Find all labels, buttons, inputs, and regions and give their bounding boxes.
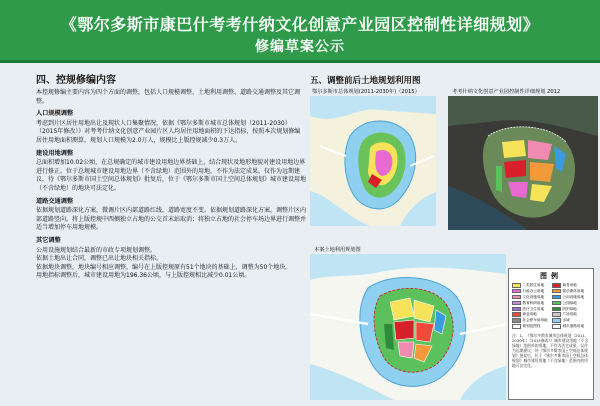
legend-item bbox=[512, 289, 550, 294]
other-line-2: 依据土地出让合同，调整已出让地块相关指标。 bbox=[36, 255, 163, 263]
legend-label: 公用设施用地 bbox=[562, 294, 585, 299]
legend-item bbox=[552, 318, 590, 323]
legend-label: 社会停车场用地 bbox=[522, 318, 548, 323]
page-title: 《鄂尔多斯市康巴什考考什纳文化创意产业园区控制性详细规划》 bbox=[60, 15, 540, 34]
legend-item bbox=[552, 289, 590, 294]
block-title-other: 其它调整 bbox=[36, 236, 61, 244]
legend-item bbox=[512, 295, 550, 300]
current-landuse-map-svg bbox=[310, 254, 506, 400]
legend-label: 规划范围线 bbox=[522, 324, 541, 329]
legend-item bbox=[512, 301, 550, 306]
left-text-column bbox=[36, 74, 306, 394]
map2-caption: 考考什纳文化创意产业园控制性详细规划 2012 bbox=[452, 89, 561, 95]
legend-note: 注：1、《鄂尔多斯市城市总体规划（2011-2030年）（2015修改）》城市建设用地（不含绿地）范围外的用地，不作为法定成果，仅作为远期建议；待《鄂尔多斯市国土空间总体规划》批复后，位于《鄂尔多斯市国土空间总体规划》城市建设用地（不含绿地）范围内的用地可法定化。 bbox=[512, 332, 589, 368]
previous-plan-map bbox=[448, 96, 598, 230]
legend-label: 城市道路用地 bbox=[562, 324, 585, 329]
legend-item bbox=[552, 307, 590, 312]
legend-label: 医疗卫生用地 bbox=[522, 306, 545, 311]
legend-swatch bbox=[512, 301, 521, 306]
map-legend bbox=[508, 268, 594, 400]
legend-grid bbox=[512, 283, 590, 329]
legend-item bbox=[552, 295, 590, 300]
legend-swatch bbox=[512, 324, 521, 329]
legend-swatch bbox=[512, 283, 521, 288]
legend-item bbox=[512, 324, 550, 329]
legend-label: 广场用地 bbox=[562, 312, 577, 317]
legend-item bbox=[552, 324, 590, 329]
legend-swatch bbox=[512, 318, 521, 323]
page-subtitle: 修编草案公示 bbox=[255, 39, 345, 55]
legend-label: 教育科研用地 bbox=[522, 300, 545, 305]
legend-swatch bbox=[552, 307, 561, 312]
block-text-population: 考虑到片区居住用地出让及现状人口集聚情况，依据《鄂尔多斯市城市总体规划（2011-2030）（2015年修改）》对考考什纳文化创意产业园片区人均居住用地面积的下达指标，按照本次规划修编居住用地面积测算，规划人口规模为2.0万人，规模比上版控规减少0.3万人。 bbox=[36, 119, 301, 144]
legend-swatch bbox=[552, 301, 561, 306]
block-text-landuse: 总面积增加10.02公顷，在总规确定的城市建设用地边界基础上，结合现状及地形地貌对建设用地边界进行修正。位于总规城市建设用地边界（不含绿地）范围外的用地，不作为法定成果，仅作为远期建议，待《鄂尔多斯市国土空间总体规划》批复后，位于《鄂尔多斯市国土空间总体规划》城市建设用地（不含绿地）的地块可法定化。 bbox=[36, 159, 307, 192]
legend-label: 防护绿地 bbox=[562, 306, 577, 311]
other-line-3: 依据地块调整，地块编号相应调整，编号在上版控规原有51个地块的基础上，调整为50个地块。 bbox=[36, 263, 292, 271]
legend-item bbox=[512, 318, 550, 323]
legend-label: 公园绿地 bbox=[562, 300, 577, 305]
legend-label: 水域 bbox=[562, 318, 570, 323]
master-plan-map-svg bbox=[310, 96, 436, 226]
legend-item bbox=[552, 301, 590, 306]
legend-swatch bbox=[552, 312, 561, 317]
legend-label: 文化设施用地 bbox=[522, 294, 545, 299]
legend-item bbox=[552, 283, 590, 288]
current-landuse-map bbox=[310, 254, 506, 400]
intro-paragraph: 本控规修编主要内容为四个方面的调整，包括人口规模调整、土地利用调整、道路交通调整及其它调整。 bbox=[36, 89, 301, 105]
legend-label: 商务用地 bbox=[562, 283, 577, 287]
legend-swatch bbox=[552, 324, 561, 329]
block-text-traffic: 依据规划道路深化方案，微调片区内部道路红线，道路宽度不变。依据规划道路深化方案，调整片区内部道路竖向。将上版控规中西侧独立占地的公交首末站取消；将独立占地的社会停车场边界进行调整并适当增加停车用地规模。 bbox=[36, 207, 307, 232]
header-banner bbox=[0, 0, 600, 63]
block-title-landuse: 建设用地调整 bbox=[36, 149, 74, 157]
section-title-4: 四、控规修编内容 bbox=[36, 75, 116, 86]
legend-item bbox=[552, 312, 590, 317]
legend-swatch bbox=[512, 295, 521, 300]
block-title-population: 人口规模调整 bbox=[36, 110, 74, 118]
legend-label: 商业用地 bbox=[522, 312, 537, 317]
legend-swatch bbox=[512, 312, 521, 317]
legend-swatch bbox=[512, 307, 521, 312]
legend-title: 图例 bbox=[540, 272, 562, 280]
other-line-1: 公用设施规划结合最新的市政专项规划调整。 bbox=[36, 246, 157, 254]
block-title-traffic: 道路交通调整 bbox=[36, 197, 74, 205]
master-plan-map bbox=[310, 96, 436, 226]
map3-caption: 本案土地利用规划图 bbox=[314, 247, 361, 253]
map1-caption: 鄂尔多斯市总体规划(2011-2030年)（2015） bbox=[312, 89, 420, 95]
legend-item bbox=[512, 283, 550, 288]
legend-swatch bbox=[552, 283, 561, 288]
section-title-5: 五、调整前后土地规划利用图 bbox=[310, 76, 421, 86]
legend-swatch bbox=[552, 289, 561, 294]
previous-plan-map-svg bbox=[448, 96, 598, 230]
legend-swatch bbox=[552, 295, 561, 300]
legend-item bbox=[512, 307, 550, 312]
legend-label: 二类居住用地 bbox=[522, 283, 545, 287]
legend-item bbox=[512, 312, 550, 317]
legend-label: 行政办公用地 bbox=[522, 288, 545, 293]
legend-swatch bbox=[512, 289, 521, 294]
legend-swatch bbox=[552, 318, 561, 323]
legend-label: 娱乐康体用地 bbox=[562, 288, 585, 293]
other-line-4: 用地指标调整后，城市建设用地为196.36公顷，与上版控规相比减少0.01公顷。 bbox=[36, 272, 251, 280]
